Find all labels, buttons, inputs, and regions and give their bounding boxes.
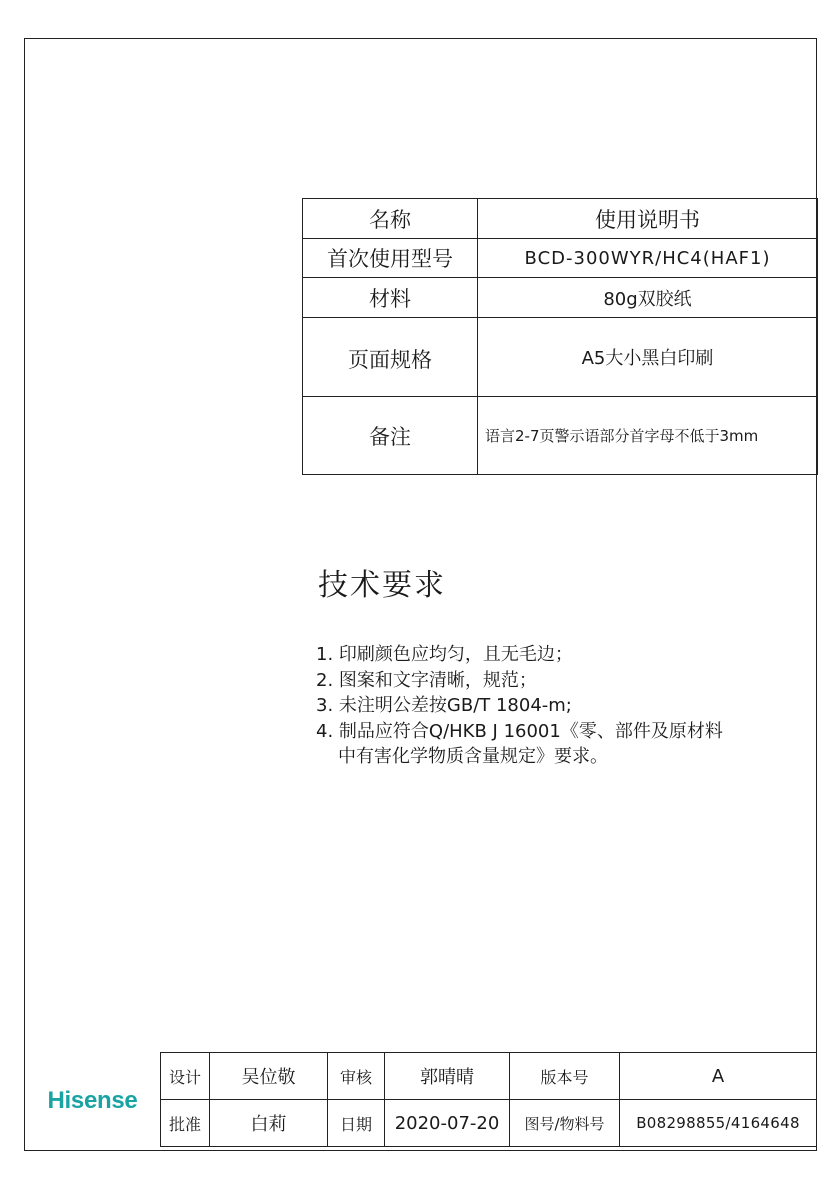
title-block-row-1 (161, 1053, 817, 1100)
requirement-item-4: 4. 制品应符合Q/HKB J 16001《零、部件及原材料 (316, 720, 723, 742)
review-value: 郭晴晴 (385, 1053, 510, 1100)
spec-row-name (303, 199, 818, 239)
tech-title: 技术要求 (318, 568, 446, 603)
number-label: 图号/物料号 (510, 1100, 620, 1147)
spec-table (302, 198, 818, 475)
remark-value: 语言2-7页警示语部分首字母不低于3mm (478, 397, 818, 475)
approve-value: 白莉 (210, 1100, 328, 1147)
title-block-row-2 (161, 1100, 817, 1147)
requirement-item-1: 1. 印刷颜色应均匀，且无毛边； (316, 644, 573, 665)
name-label: 名称 (303, 199, 478, 239)
name-value: 使用说明书 (478, 199, 818, 239)
spec-row-remark (303, 397, 818, 475)
requirements-list (316, 642, 723, 770)
model-label: 首次使用型号 (303, 239, 478, 278)
title-block (160, 1052, 817, 1147)
requirement-item-3: 3. 未注明公差按GB/T 1804-m; (316, 695, 572, 716)
requirement-item-4-cont: 中有害化学物质含量规定》要求。 (338, 746, 608, 767)
spec-row-material (303, 278, 818, 318)
hisense-logo (25, 1052, 160, 1150)
remark-label: 备注 (303, 397, 478, 475)
date-value: 2020-07-20 (385, 1100, 510, 1147)
date-label: 日期 (328, 1100, 385, 1147)
number-value: B08298855/4164648 (620, 1100, 817, 1147)
version-value: A (620, 1053, 817, 1100)
model-value: BCD-300WYR/HC4(HAF1) (478, 239, 818, 278)
material-label: 材料 (303, 278, 478, 318)
spec-row-model (303, 239, 818, 278)
design-value: 吴位敬 (210, 1053, 328, 1100)
logo-text: Hisense (47, 1087, 138, 1114)
material-value: 80g双胶纸 (478, 278, 818, 318)
spec-row-page (303, 318, 818, 397)
design-label: 设计 (161, 1053, 210, 1100)
page-label: 页面规格 (303, 318, 478, 397)
version-label: 版本号 (510, 1053, 620, 1100)
review-label: 审核 (328, 1053, 385, 1100)
page-value: A5大小黑白印刷 (478, 318, 818, 397)
approve-label: 批准 (161, 1100, 210, 1147)
requirement-item-2: 2. 图案和文字清晰，规范； (316, 669, 537, 691)
